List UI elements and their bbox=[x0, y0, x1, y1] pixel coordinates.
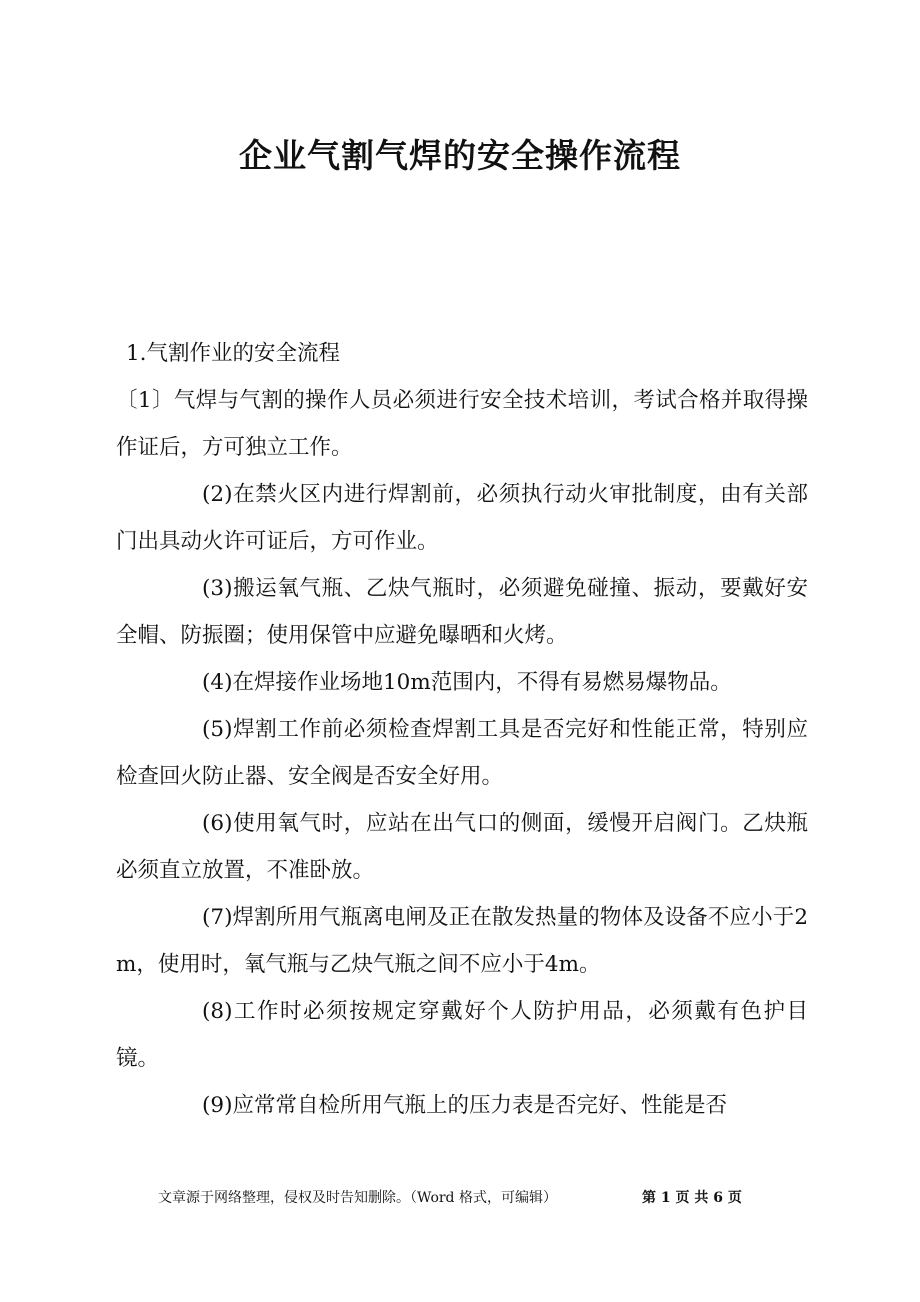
document-title: 企业气割气焊的安全操作流程 bbox=[239, 136, 681, 175]
page-counter: 第 1 页 共 6 页 bbox=[642, 1190, 742, 1206]
paragraph-item-6: (6)使用氧气时，应站在出气口的侧面，缓慢开启阀门。乙炔瓶必须直立放置，不准卧放。 bbox=[116, 811, 808, 883]
paragraph-item-1: 〔1〕气焊与气割的操作人员必须进行安全技术培训，考试合格并取得操作证后，方可独立工作。 bbox=[116, 388, 808, 460]
footer-note: 文章源于网络整理，侵权及时告知删除。（Word 格式，可编辑） bbox=[158, 1190, 557, 1206]
page-footer bbox=[0, 1186, 920, 1210]
paragraph-item-8: (8)工作时必须按规定穿戴好个人防护用品，必须戴有色护目镜。 bbox=[116, 999, 808, 1071]
paragraph-item-9: (9)应常常自检所用气瓶上的压力表是否完好、性能是否 bbox=[202, 1093, 727, 1118]
paragraph-item-2: (2)在禁火区内进行焊割前，必须执行动火审批制度，由有关部门出具动火许可证后，方可作业。 bbox=[116, 482, 808, 554]
paragraph-item-7: (7)焊割所用气瓶离电闸及正在散发热量的物体及设备不应小于2m，使用时，氧气瓶与乙炔气瓶之间不应小于4m。 bbox=[116, 905, 808, 977]
paragraph-item-5: (5)焊割工作前必须检查焊割工具是否完好和性能正常，特别应检查回火防止器、安全阀是否安全好用。 bbox=[116, 717, 808, 789]
paragraph-item-3: (3)搬运氧气瓶、乙炔气瓶时，必须避免碰撞、振动，要戴好安全帽、防振圈；使用保管中应避免曝晒和火烤。 bbox=[116, 576, 808, 648]
paragraph-item-4: (4)在焊接作业场地10m范围内，不得有易燃易爆物品。 bbox=[202, 670, 732, 695]
document-body bbox=[116, 330, 808, 1129]
section-heading: 1.气割作业的安全流程 bbox=[126, 341, 341, 366]
